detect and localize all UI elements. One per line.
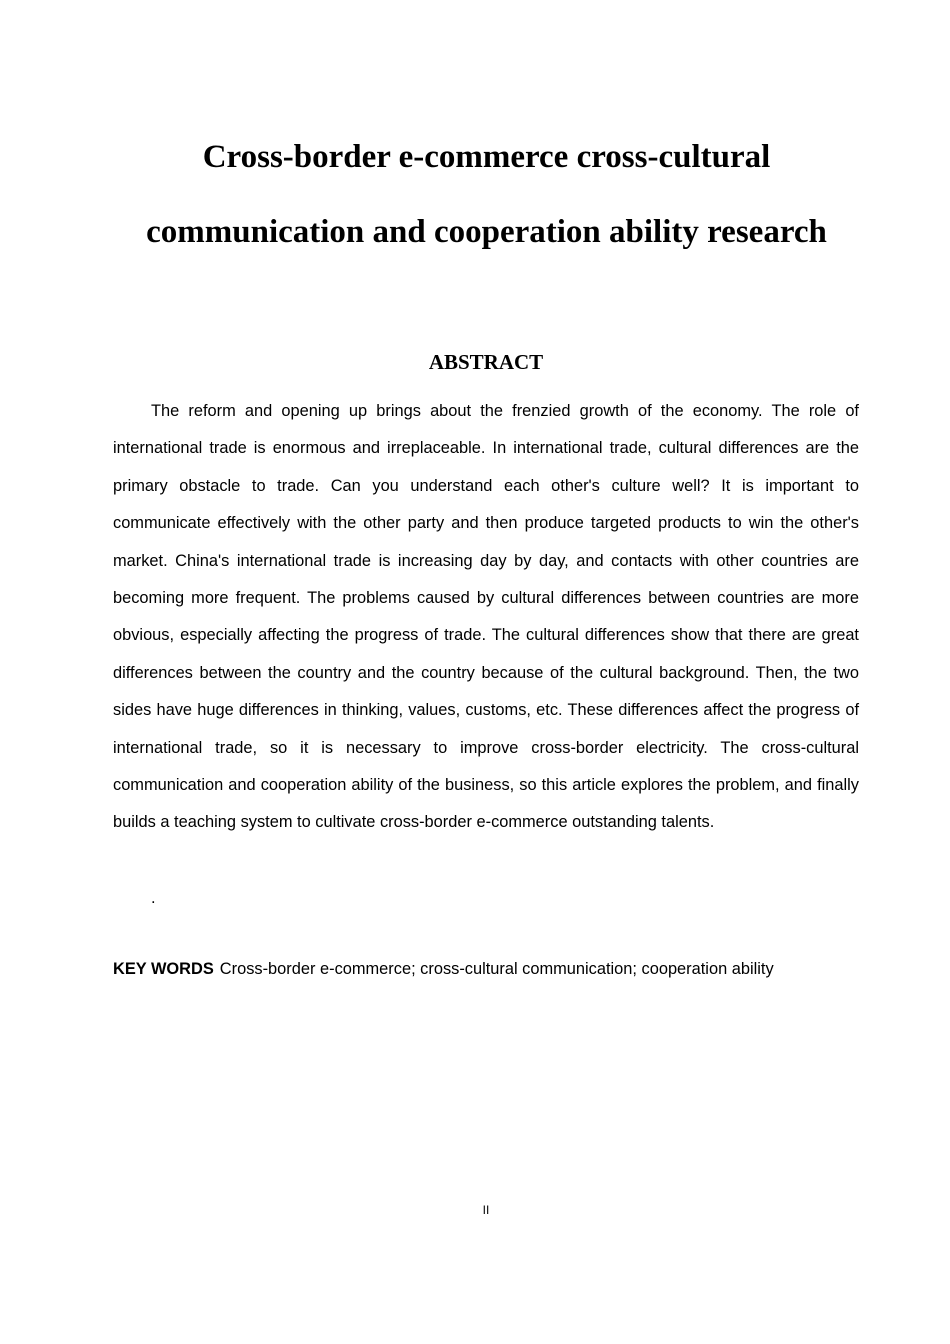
paper-title-line-2: communication and cooperation ability research: [146, 214, 827, 250]
keywords-line: [113, 952, 859, 986]
abstract-trailing-dot: .: [151, 889, 156, 907]
keywords-label: KEY WORDS: [113, 960, 214, 978]
keywords-text: Cross-border e-commerce; cross-cultural communication; cooperation ability: [219, 960, 774, 978]
abstract-body: The reform and opening up brings about the frenzied growth of the economy. The role of international trade is enormous and irreplaceable. In international trade, cultural differences are the primary obstacle to trade. Can you understand each other's culture well? It is important to communicate effectively with the other party and then produce targeted products to win the other's market. China's international trade is increasing day by day, and contacts with other countries are becoming more frequent. The problems caused by cultural differences between countries are more obvious, especially affecting the progress of trade. The cultural differences show that there are great differences between the country and the country because of the cultural background. Then, the two sides have huge differences in thinking, values, customs, etc. These differences affect the progress of international trade, so it is necessary to improve cross-border electricity. The cross-cultural communication and cooperation ability of the business, so this article explores the problem, and finally builds a teaching system to cultivate cross-border e-commerce outstanding talents.: [113, 402, 859, 832]
page-number: II: [482, 1203, 490, 1217]
paper-title: [100, 120, 873, 270]
abstract-heading: ABSTRACT: [428, 350, 544, 374]
paper-title-line-1: Cross-border e-commerce cross-cultural: [202, 139, 771, 175]
